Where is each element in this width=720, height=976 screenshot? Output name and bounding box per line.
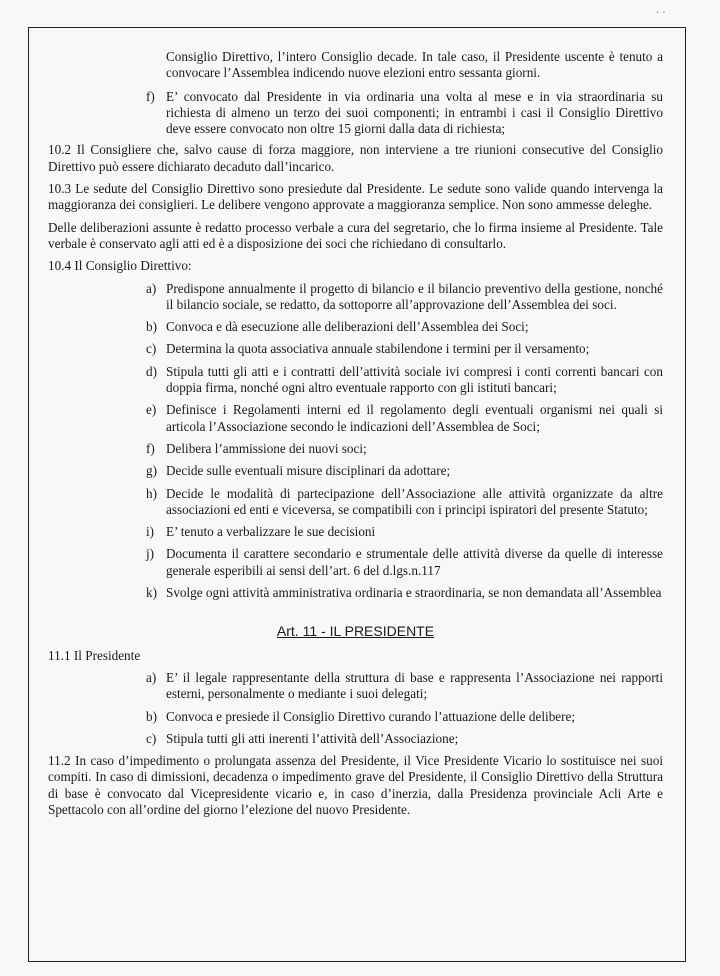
item-label: f) — [146, 440, 155, 456]
list-item — [48, 709, 663, 725]
item-text: E’ il legale rappresentante della struttura di base e rappresenta l’Associazione nei rapporti esterni, personalmente o mediante i suoi delegati; — [166, 669, 663, 702]
item-text: Determina la quota associativa annuale stabilendone i termini per il versamento; — [166, 341, 590, 357]
list-11-1 — [48, 670, 663, 747]
list-item — [48, 341, 663, 357]
item-label: a) — [146, 669, 157, 685]
list-item — [48, 486, 663, 519]
list-item — [48, 670, 663, 703]
item-text: Definisce i Regolamenti interni ed il regolamento degli eventuali organismi nei quali si articola l’Associazione secondo le indicazioni dell’Assemblea de Soci; — [166, 402, 663, 434]
paragraph-10-4: 10.4 Il Consiglio Direttivo: — [48, 258, 192, 274]
list-10-4 — [48, 281, 663, 602]
item-label: g) — [146, 463, 157, 479]
item-text: Svolge ogni attività amministrativa ordinaria e straordinaria, se non demandata all’Assemblea — [166, 585, 662, 601]
item-text: Convoca e presiede il Consiglio Direttivo curando l’attuazione delle delibere; — [166, 708, 576, 724]
list-item — [48, 319, 663, 335]
item-text: Decide sulle eventuali misure disciplinari da adottare; — [166, 463, 451, 479]
continuation-text: Consiglio Direttivo, l’intero Consiglio decade. In tale caso, il Presidente uscente è tenuto a convocare l’Assemblea indicendo nuove elezioni entro sessanta giorni. — [166, 49, 663, 81]
list-item — [48, 585, 663, 601]
item-text: Decide le modalità di partecipazione dell’Associazione alle attività organizzate da altre associazioni ed enti e viceversa, se compatibili con i principi ispiratori del presente Statuto; — [166, 485, 663, 517]
item-text: Predispone annualmente il progetto di bilancio e il bilancio preventivo della gestione, nonché il bilancio sociale, se redatto, da sottoporre all’approvazione dell’Assemblea dei soci. — [166, 280, 663, 312]
document-body — [48, 49, 663, 824]
item-text: Stipula tutti gli atti inerenti l’attività dell’Associazione; — [166, 730, 459, 746]
item-label: a) — [146, 280, 157, 296]
paragraph-10-3: 10.3 Le sedute del Consiglio Direttivo sono presiedute dal Presidente. Le sedute sono valide quando intervenga la maggioranza dei consiglieri. Le delibere vengono approvate a maggioranza semplice. Non sono ammesse deleghe. — [48, 181, 663, 213]
item-text: Documenta il carattere secondario e strumentale delle attività diverse da quelle di interesse generale esperibili ai sensi dell’art. 6 del d.lgs.n.117 — [166, 546, 663, 578]
scan-mark: · · — [656, 8, 666, 19]
paragraph-11-2: 11.2 In caso d’impedimento o prolungata assenza del Presidente, il Vice Presidente Vicario lo sostituisce nei suoi compiti. In caso di dimissioni, decadenza o impedimento grave del Presidente, il Consiglio Direttivo della Struttura di base è convocato dal Vicepresidente vicario e, in caso d’inerzia, dalla Presidenza provinciale Acli Arte e Spettacolo con all’ordine del giorno l’elezione del nuovo Presidente. — [48, 753, 663, 817]
item-label: c) — [146, 730, 157, 746]
paragraph-10-2: 10.2 Il Consigliere che, salvo cause di forza maggiore, non interviene a tre riunioni consecutive del Consiglio Direttivo può essere dichiarato decaduto dall’incarico. — [48, 142, 663, 174]
item-label: c) — [146, 341, 157, 357]
item-label: h) — [146, 485, 157, 501]
item-label: e) — [146, 402, 157, 418]
list-item — [48, 731, 663, 747]
list-item — [48, 441, 663, 457]
item-label: f) — [146, 88, 155, 104]
list-item — [48, 281, 663, 314]
list-item — [48, 546, 663, 579]
item-label: b) — [146, 708, 157, 724]
item-label: k) — [146, 585, 157, 601]
paragraph-verbale: Delle deliberazioni assunte è redatto processo verbale a cura del segretario, che lo firma insieme al Presidente. Tale verbale è conservato agli atti ed è a disposizione dei soci che richiedano di consultarlo. — [48, 219, 663, 251]
list-item-f-convocazione — [48, 89, 663, 138]
list-item — [48, 402, 663, 435]
item-text: Delibera l’ammissione dei nuovi soci; — [166, 440, 367, 456]
article-11-title: Art. 11 - IL PRESIDENTE — [276, 623, 435, 640]
list-item — [48, 463, 663, 479]
paragraph-11-1: 11.1 Il Presidente — [48, 647, 141, 663]
item-text: Convoca e dà esecuzione alle deliberazioni dell’Assemblea dei Soci; — [166, 319, 529, 335]
item-text: E’ tenuto a verbalizzare le sue decisioni — [166, 524, 376, 540]
list-item — [48, 364, 663, 397]
list-item — [48, 524, 663, 540]
item-label: i) — [146, 524, 155, 540]
item-label: j) — [146, 546, 155, 562]
item-label: d) — [146, 363, 157, 379]
item-text: Stipula tutti gli atti e i contratti dell’attività sociale ivi compresi i conti correnti bancari con doppia firma, nonché ogni altro eventuale rapporto con gli istituti bancari; — [166, 363, 663, 396]
item-label: b) — [146, 319, 157, 335]
item-text: E’ convocato dal Presidente in via ordinaria una volta al mese e in via straordinaria su richiesta di almeno un terzo dei suoi componenti; in entrambi i casi il Consiglio Direttivo deve essere convocato non oltre 15 giorni dalla data di richiesta; — [166, 88, 663, 137]
